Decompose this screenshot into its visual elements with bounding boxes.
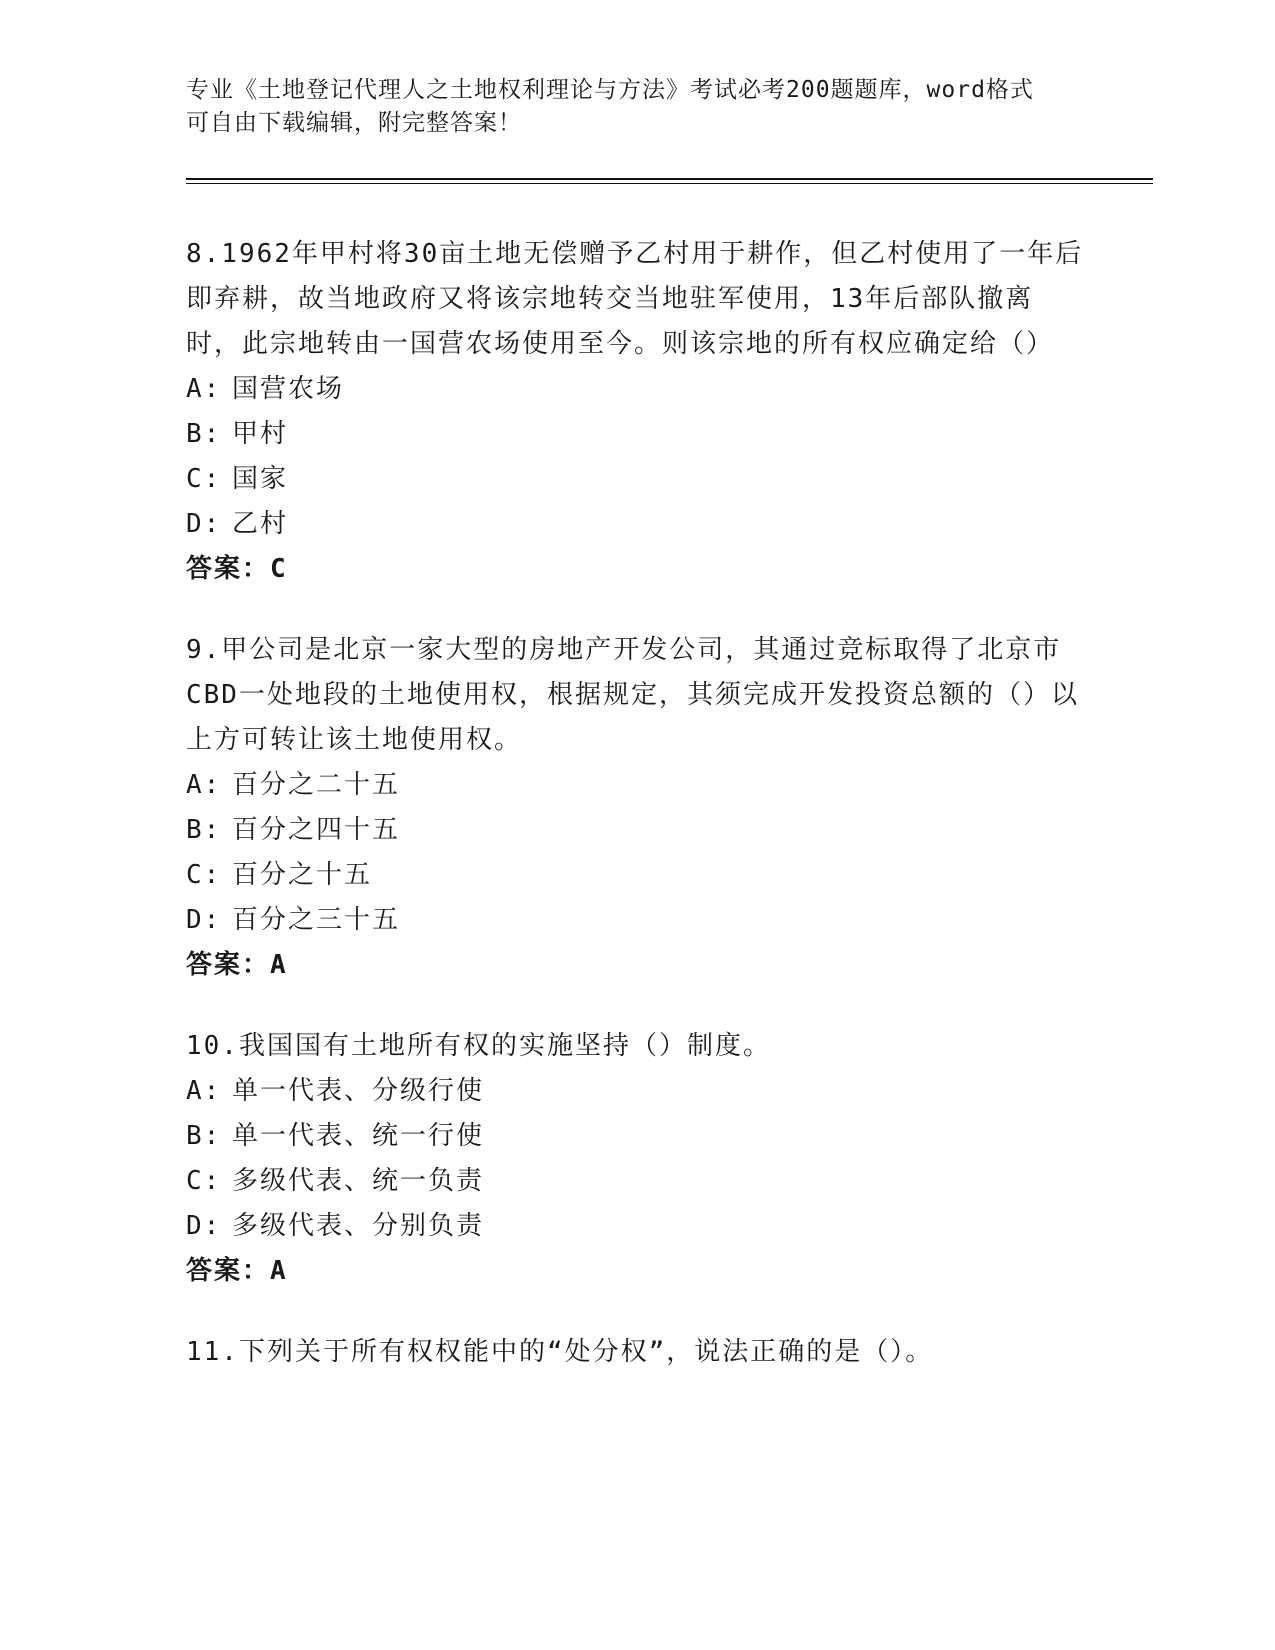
option-text: 百分之十五 bbox=[232, 860, 373, 890]
option-b bbox=[186, 1114, 1086, 1159]
question-stem: 10.我国国有土地所有权的实施坚持（）制度。 bbox=[186, 1031, 771, 1061]
answer-label: 答案：A bbox=[186, 1256, 288, 1286]
option-d bbox=[186, 1204, 1086, 1249]
answer-label: 答案：C bbox=[186, 554, 288, 584]
option-letter: D: bbox=[186, 509, 222, 539]
option-letter: A: bbox=[186, 1076, 222, 1106]
question-8 bbox=[186, 232, 1086, 592]
question-11 bbox=[186, 1330, 1086, 1375]
option-b bbox=[186, 808, 1086, 853]
question-10 bbox=[186, 1024, 1086, 1294]
option-c bbox=[186, 853, 1086, 898]
option-letter: C: bbox=[186, 1166, 222, 1196]
option-letter: D: bbox=[186, 905, 222, 935]
question-stem: 8.1962年甲村将30亩土地无偿赠予乙村用于耕作，但乙村使用了一年后即弃耕，故当地政府又将该宗地转交当地驻军使用，13年后部队撤离时，此宗地转由一国营农场使用至今。则该宗地的所有权应确定给（） bbox=[186, 239, 1084, 359]
option-letter: C: bbox=[186, 464, 222, 494]
option-text: 百分之三十五 bbox=[232, 905, 401, 935]
option-text: 甲村 bbox=[232, 419, 289, 449]
option-text: 单一代表、统一行使 bbox=[232, 1121, 485, 1151]
option-letter: C: bbox=[186, 860, 222, 890]
option-text: 百分之四十五 bbox=[232, 815, 401, 845]
option-text: 单一代表、分级行使 bbox=[232, 1076, 485, 1106]
option-c bbox=[186, 457, 1086, 502]
question-stem: 11.下列关于所有权权能中的“处分权”，说法正确的是（）。 bbox=[186, 1337, 934, 1367]
option-text: 乙村 bbox=[232, 509, 289, 539]
option-text: 多级代表、分别负责 bbox=[232, 1211, 485, 1241]
option-letter: B: bbox=[186, 815, 222, 845]
header-divider bbox=[186, 178, 1153, 180]
header-divider-thin bbox=[186, 183, 1153, 184]
answer-label: 答案：A bbox=[186, 950, 288, 980]
option-a bbox=[186, 367, 1086, 412]
option-letter: B: bbox=[186, 419, 222, 449]
option-letter: B: bbox=[186, 1121, 222, 1151]
header-line-2: 可自由下载编辑，附完整答案！ bbox=[186, 110, 522, 136]
option-d bbox=[186, 898, 1086, 943]
option-b bbox=[186, 412, 1086, 457]
option-d bbox=[186, 502, 1086, 547]
page-header bbox=[186, 74, 1086, 140]
option-a bbox=[186, 763, 1086, 808]
header-line-1: 专业《土地登记代理人之土地权利理论与方法》考试必考200题题库，word格式 bbox=[186, 77, 1034, 103]
option-c bbox=[186, 1159, 1086, 1204]
option-letter: A: bbox=[186, 770, 222, 800]
option-text: 国营农场 bbox=[232, 374, 345, 404]
question-list bbox=[186, 232, 1086, 1411]
option-text: 百分之二十五 bbox=[232, 770, 401, 800]
option-text: 国家 bbox=[232, 464, 289, 494]
option-letter: D: bbox=[186, 1211, 222, 1241]
option-text: 多级代表、统一负责 bbox=[232, 1166, 485, 1196]
question-stem: 9.甲公司是北京一家大型的房地产开发公司，其通过竞标取得了北京市CBD一处地段的土地使用权，根据规定，其须完成开发投资总额的（）以上方可转让该土地使用权。 bbox=[186, 635, 1079, 755]
option-a bbox=[186, 1069, 1086, 1114]
option-letter: A: bbox=[186, 374, 222, 404]
question-9 bbox=[186, 628, 1086, 988]
